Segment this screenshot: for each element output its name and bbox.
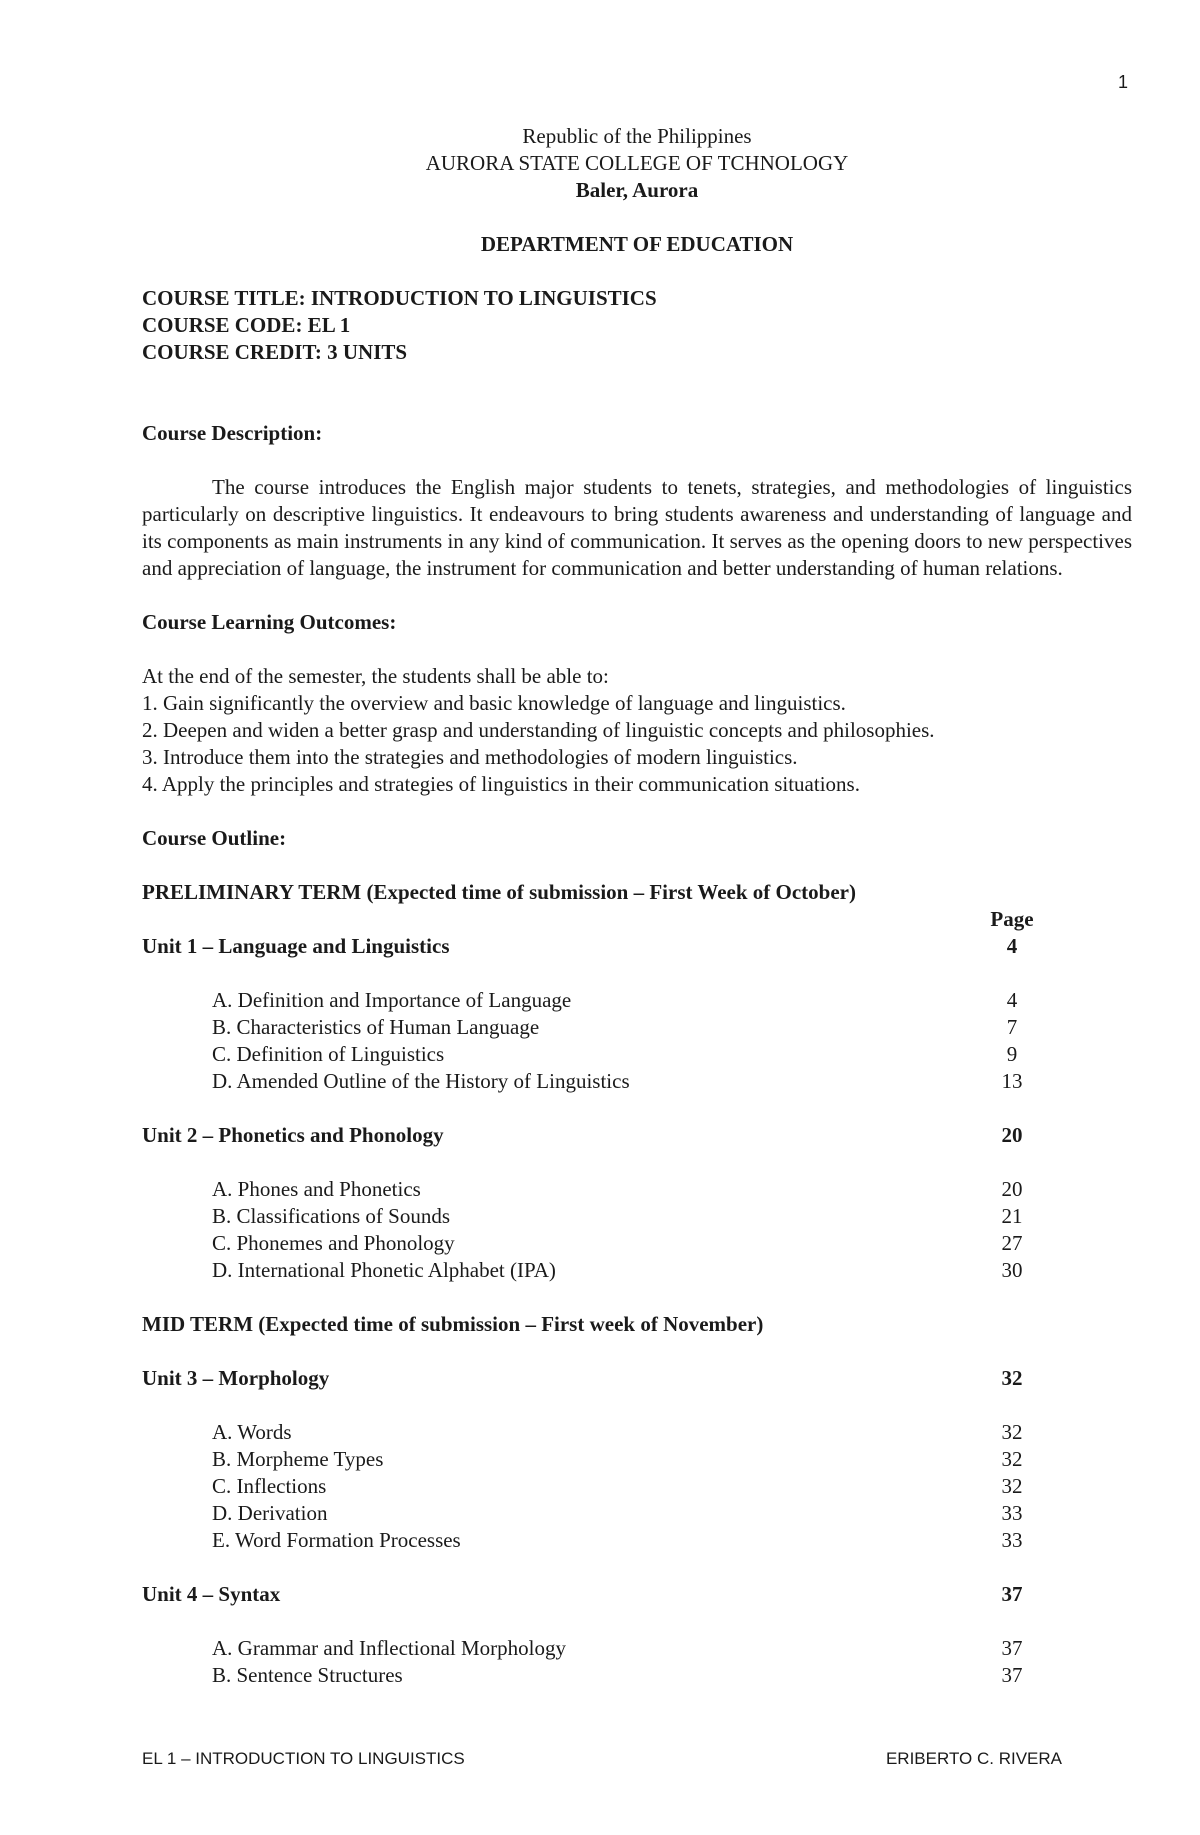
topic-row: D. International Phonetic Alphabet (IPA) 30 [212,1258,1023,1282]
page-column-header [142,906,1042,933]
footer-author: ERIBERTO C. RIVERA [885,1749,1062,1768]
outcome-item: 4. Apply the principles and strategies of linguistics in their communication situations. [142,772,860,796]
course-code: COURSE CODE: EL 1 [142,313,351,337]
midterm-heading: MID TERM (Expected time of submission – First week of November) [142,1312,764,1336]
topic-row: D. Amended Outline of the History of Linguistics 13 [212,1069,1023,1093]
unit-heading: Unit 3 – Morphology 32 [142,1366,1023,1390]
topic-row: A. Phones and Phonetics 20 [212,1177,1023,1201]
unit-heading: Unit 1 – Language and Linguistics 4 [142,934,1018,958]
topic-row: A. Grammar and Inflectional Morphology 37 [212,1636,1023,1660]
page-footer [142,1749,1062,1769]
prelim-term-heading: PRELIMINARY TERM (Expected time of submission – First Week of October) [142,880,856,904]
unit-heading: Unit 4 – Syntax 37 [142,1582,1023,1606]
outline-heading: Course Outline: [142,826,287,850]
topic-row: E. Word Formation Processes 33 [212,1528,1023,1552]
course-title: COURSE TITLE: INTRODUCTION TO LINGUISTICS [142,286,657,310]
document-body [142,123,1132,1689]
outcomes-intro: At the end of the semester, the students shall be able to: [142,664,609,688]
topic-row: A. Words 32 [212,1420,1023,1444]
unit-heading: Unit 2 – Phonetics and Phonology 20 [142,1123,1023,1147]
topic-row: B. Classifications of Sounds 21 [212,1204,1023,1228]
course-credit: COURSE CREDIT: 3 UNITS [142,340,408,364]
outcome-item: 1. Gain significantly the overview and basic knowledge of language and linguistics. [142,691,846,715]
description-heading: Course Description: [142,421,323,445]
page-label: Page [990,907,1034,931]
topic-row: A. Definition and Importance of Language 4 [212,988,1018,1012]
department-title: DEPARTMENT OF EDUCATION [480,232,794,256]
description-text: The course introduces the English major students to tenets, strategies, and methodologies of linguistics particularly on descriptive linguistics. It endeavours to bring students awareness and understanding of language and its components as main instruments in any kind of communication. It serves as the opening doors to new perspectives and appreciation of language, the instrument for communication and better understanding of human relations. [142,475,1132,580]
topic-row: C. Definition of Linguistics 9 [212,1042,1018,1066]
header-college: AURORA STATE COLLEGE OF TCHNOLOGY [425,151,849,175]
topic-row: B. Morpheme Types 32 [212,1447,1023,1471]
header-republic: Republic of the Philippines [522,124,752,148]
topic-row: B. Characteristics of Human Language 7 [212,1015,1018,1039]
topic-row: B. Sentence Structures 37 [212,1663,1023,1687]
outcome-item: 2. Deepen and widen a better grasp and understanding of linguistic concepts and philosophies. [142,718,935,742]
topic-row: C. Phonemes and Phonology 27 [212,1231,1023,1255]
header-location: Baler, Aurora [575,178,699,202]
page-number: 1 [1117,72,1128,92]
outcomes-heading: Course Learning Outcomes: [142,610,397,634]
footer-course: EL 1 – INTRODUCTION TO LINGUISTICS [142,1749,465,1768]
topic-row: D. Derivation 33 [212,1501,1023,1525]
topic-row: C. Inflections 32 [212,1474,1023,1498]
outcome-item: 3. Introduce them into the strategies and methodologies of modern linguistics. [142,745,798,769]
